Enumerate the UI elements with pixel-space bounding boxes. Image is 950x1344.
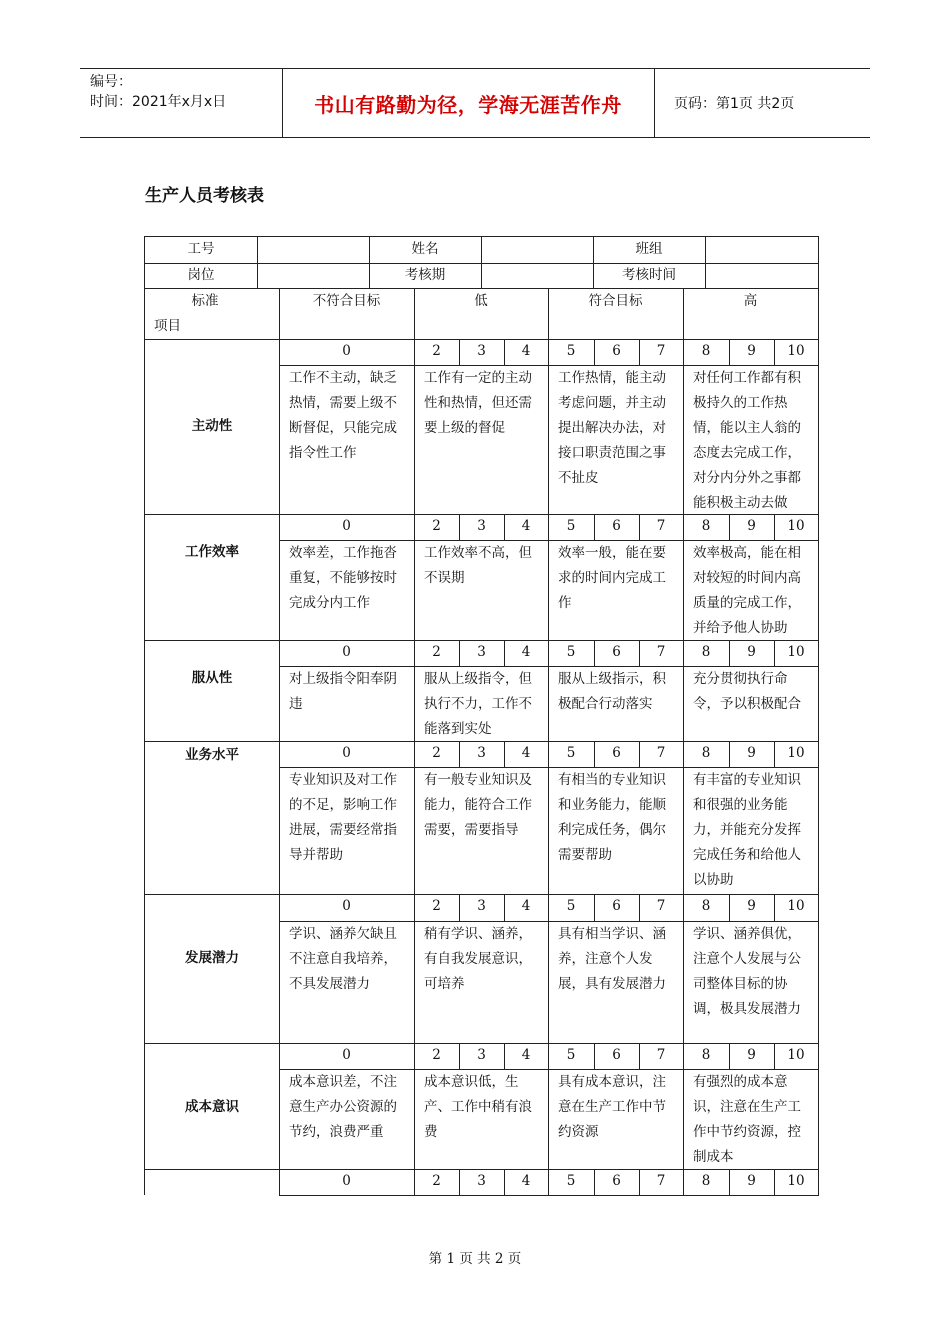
score-4: 4 [521, 745, 531, 761]
item-name-2: 服从性 [191, 670, 233, 686]
level-header-1: 低 [474, 293, 488, 309]
item-name-1: 工作效率 [185, 544, 239, 560]
score-3: 3 [477, 644, 486, 660]
score-9: 9 [747, 343, 756, 359]
score-3: 3 [477, 1173, 486, 1189]
score-7: 7 [656, 745, 666, 761]
score-5: 5 [566, 745, 576, 761]
score-0: 0 [342, 745, 351, 761]
score-5: 5 [566, 518, 576, 534]
corner-item-label: 项目 [154, 318, 181, 334]
score-8: 8 [701, 518, 711, 534]
score-2: 2 [432, 1047, 441, 1063]
page-info: 页码：第1页 共2页 [674, 96, 795, 112]
score-0: 0 [342, 898, 351, 914]
score-8: 8 [701, 898, 711, 914]
score-10: 10 [787, 644, 805, 660]
rule-line [481, 263, 482, 288]
score-8: 8 [701, 1173, 711, 1189]
score-3: 3 [477, 745, 486, 761]
item-1-desc-2: 效率一般，能在要求的时间内完成工作 [558, 545, 666, 611]
item-5-desc-3: 有强烈的成本意识，注意在生产工作中节约资源，控制成本 [693, 1074, 801, 1165]
item-0-desc-3: 对任何工作都有积极持久的工作热情，能以主人翁的态度去完成工作，对分内分外之事都能积极主动去做 [693, 370, 801, 511]
score-9: 9 [747, 1173, 756, 1189]
item-3-desc-2: 有相当的专业知识和业务能力，能顺利完成任务，偶尔需要帮助 [558, 772, 666, 863]
item-name-5: 成本意识 [185, 1099, 239, 1115]
item-0-desc-2: 工作热情，能主动考虑问题，并主动提出解决办法，对接口职责范围之事不扯皮 [558, 370, 666, 486]
item-1-desc-1: 工作效率不高，但不误期 [424, 545, 532, 586]
score-4: 4 [521, 898, 531, 914]
item-3-desc-0: 专业知识及对工作的不足，影响工作进展，需要经常指导并帮助 [289, 772, 397, 863]
score-5: 5 [566, 644, 576, 660]
item-1-desc-3: 效率极高，能在相对较短的时间内高质量的完成工作，并给予他人协助 [693, 545, 801, 636]
score-9: 9 [747, 518, 756, 534]
score-3: 3 [477, 343, 486, 359]
score-6: 6 [612, 343, 621, 359]
position-label: 岗位 [187, 267, 215, 283]
rule-line [705, 237, 706, 263]
employee-id-label: 工号 [187, 241, 215, 257]
score-0: 0 [342, 1173, 351, 1189]
item-4-desc-0: 学识、涵养欠缺且不注意自我培养，不具发展潜力 [289, 926, 397, 992]
rule-line [414, 921, 415, 1043]
score-10: 10 [787, 898, 805, 914]
rule-line [548, 921, 549, 1043]
score-6: 6 [612, 644, 621, 660]
item-name-0: 主动性 [191, 418, 233, 434]
score-9: 9 [747, 898, 756, 914]
score-0: 0 [342, 343, 351, 359]
serial-label: 编号： [90, 74, 132, 90]
item-3-desc-1: 有一般专业知识及能力，能符合工作需要，需要指导 [424, 772, 532, 838]
score-6: 6 [612, 898, 621, 914]
rule-line [414, 540, 415, 640]
score-2: 2 [432, 1173, 441, 1189]
score-10: 10 [787, 518, 805, 534]
score-9: 9 [747, 1047, 756, 1063]
score-4: 4 [521, 1173, 531, 1189]
score-4: 4 [521, 644, 531, 660]
score-6: 6 [612, 745, 621, 761]
score-4: 4 [521, 343, 531, 359]
score-7: 7 [656, 1173, 666, 1189]
score-8: 8 [701, 1047, 711, 1063]
score-7: 7 [656, 343, 666, 359]
score-5: 5 [566, 1047, 576, 1063]
score-2: 2 [432, 898, 441, 914]
rule-line [548, 767, 549, 894]
score-6: 6 [612, 1173, 621, 1189]
rule-line [548, 666, 549, 741]
score-2: 2 [432, 343, 441, 359]
assessment-time-label: 考核时间 [622, 267, 676, 283]
score-7: 7 [656, 644, 666, 660]
item-0-desc-1: 工作有一定的主动性和热情，但还需要上级的督促 [424, 370, 532, 436]
level-header-2: 符合目标 [588, 293, 643, 309]
name-label: 姓名 [411, 241, 439, 257]
rule-line [481, 237, 482, 263]
score-8: 8 [701, 745, 711, 761]
item-4-desc-1: 稍有学识、涵养，有自我发展意识，可培养 [424, 926, 532, 992]
rule-line [548, 365, 549, 514]
score-5: 5 [566, 1173, 576, 1189]
rule-line [683, 1069, 684, 1169]
score-10: 10 [787, 1173, 805, 1189]
page-footer: 第 1 页 共 2 页 [428, 1251, 522, 1267]
header-page-info [664, 69, 870, 137]
item-name-3: 业务水平 [185, 747, 239, 763]
item-3-desc-3: 有丰富的专业知识和很强的业务能力，并能充分发挥完成任务和给他人以协助 [693, 772, 801, 888]
item-2-desc-1: 服从上级指令，但执行不力，工作不能落到实处 [424, 671, 532, 737]
score-10: 10 [787, 1047, 805, 1063]
score-9: 9 [747, 745, 756, 761]
item-name-4: 发展潜力 [185, 950, 239, 966]
date-line: 时间：2021年x月x日 [90, 94, 227, 110]
item-5-desc-0: 成本意识差，不注意生产办公资源的节约，浪费严重 [289, 1074, 397, 1140]
rule-line [257, 263, 258, 288]
rule-line [414, 666, 415, 741]
rule-line [257, 237, 258, 263]
rule-line [414, 1069, 415, 1169]
item-5-desc-2: 具有成本意识，注意在生产工作中节约资源 [558, 1074, 666, 1140]
rule-line [548, 540, 549, 640]
rule-line [683, 365, 684, 514]
score-2: 2 [432, 518, 441, 534]
rule-line [279, 339, 280, 514]
item-1-desc-0: 效率差，工作拖沓重复，不能够按时完成分内工作 [289, 545, 397, 611]
score-5: 5 [566, 343, 576, 359]
score-9: 9 [747, 644, 756, 660]
item-4-desc-3: 学识、涵养俱优，注意个人发展与公司整体目标的协调，极具发展潜力 [693, 926, 801, 1017]
item-2-desc-2: 服从上级指示，积极配合行动落实 [558, 671, 666, 712]
item-2-desc-3: 充分贯彻执行命令，予以积极配合 [693, 671, 801, 712]
item-5-desc-1: 成本意识低，生产、工作中稍有浪费 [424, 1074, 532, 1140]
score-7: 7 [656, 518, 666, 534]
header-motto: 书山有路勤为径，学海无涯苦作舟 [282, 69, 655, 137]
rule-line [683, 921, 684, 1043]
item-2-desc-0: 对上级指令阳奉阴违 [289, 671, 397, 712]
score-3: 3 [477, 898, 486, 914]
score-7: 7 [656, 1047, 666, 1063]
score-10: 10 [787, 343, 805, 359]
page-header [80, 68, 870, 138]
rule-line [683, 767, 684, 894]
team-label: 班组 [635, 241, 663, 257]
rule-line [414, 365, 415, 514]
score-7: 7 [656, 898, 666, 914]
item-0-desc-0: 工作不主动，缺乏热情，需要上级不断督促，只能完成指令性工作 [289, 370, 397, 461]
header-meta [80, 69, 283, 137]
score-3: 3 [477, 518, 486, 534]
rule-line [548, 1069, 549, 1169]
score-0: 0 [342, 1047, 351, 1063]
document-title: 生产人员考核表 [145, 186, 264, 206]
score-4: 4 [521, 518, 531, 534]
level-header-3: 高 [743, 293, 758, 309]
level-header-0: 不符合目标 [312, 293, 381, 309]
score-10: 10 [787, 745, 805, 761]
score-8: 8 [701, 644, 711, 660]
score-2: 2 [432, 644, 441, 660]
score-4: 4 [521, 1047, 531, 1063]
score-6: 6 [612, 1047, 621, 1063]
rule-line [414, 767, 415, 894]
rule-line [683, 666, 684, 741]
rule-line [683, 540, 684, 640]
assessment-table [144, 236, 819, 1195]
corner-standard-label: 标准 [191, 293, 219, 309]
score-3: 3 [477, 1047, 486, 1063]
score-0: 0 [342, 518, 351, 534]
rule-line [705, 263, 706, 288]
period-label: 考核期 [404, 267, 446, 283]
score-6: 6 [612, 518, 621, 534]
item-4-desc-2: 具有相当学识、涵养，注意个人发展，具有发展潜力 [558, 926, 666, 992]
score-8: 8 [701, 343, 711, 359]
score-0: 0 [342, 644, 351, 660]
score-2: 2 [432, 745, 441, 761]
rule-line [279, 1195, 819, 1196]
score-5: 5 [566, 898, 576, 914]
